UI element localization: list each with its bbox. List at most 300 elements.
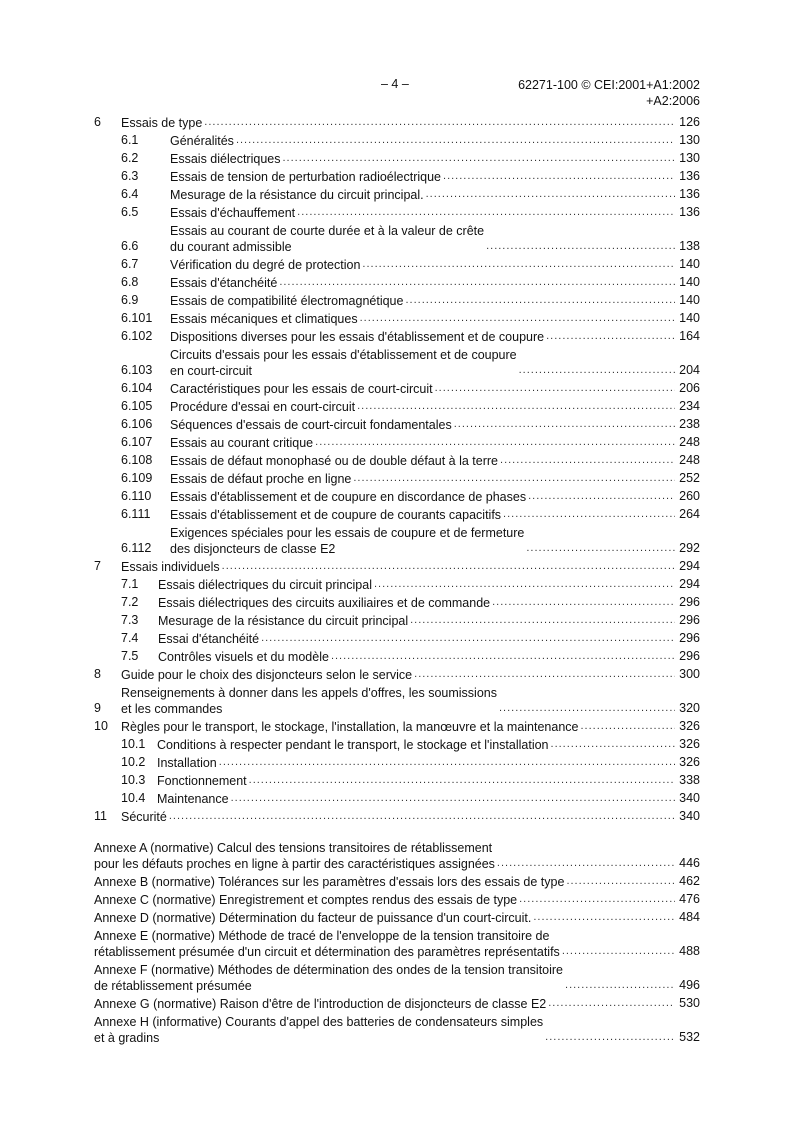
toc-entry-title [94,996,546,1012]
toc-entry[interactable] [94,345,700,379]
toc-entry-title-line: Essais mécaniques et climatiques [170,312,358,326]
toc-entry-title-line: Annexe G (normative) Raison d'être de l'introduction de disjoncteurs de classe E2 [94,997,547,1011]
toc-entry-body [170,415,700,433]
toc-entry-page: 140 [679,257,700,271]
dot-leader [222,561,675,571]
toc-entry[interactable] [94,203,700,221]
toc-entry-title-line: Essai d'étanchéité [158,632,260,646]
toc-entry-body [158,629,700,647]
toc-entry-title-line: Annexe B (normative) Tolérances sur les paramètres d'essais lors des essais de type [94,875,565,889]
toc-entry-page: 238 [679,417,700,431]
toc-entry-body [158,611,700,629]
dot-leader [546,331,675,341]
toc-entry-title [157,773,247,789]
toc-entry-title-line: Annexe F (normative) Méthodes de détermination des ondes de la tension transitoire [94,963,564,977]
toc-entry-title [94,874,564,890]
toc-entry-title-line: Mesurage de la résistance du circuit principal [158,614,409,628]
toc-entry[interactable] [94,149,700,167]
toc-entry[interactable] [94,807,700,825]
toc-entry-title-continuation: du courant admissible [170,240,292,254]
toc-entry-page: 206 [679,381,700,395]
toc-entry-title [157,755,217,771]
toc-entry[interactable] [94,735,700,753]
toc-entry-body [170,309,700,327]
toc-entry-body [121,665,700,683]
toc-entry-number: 7.4 [121,631,139,645]
toc-entry-title-continuation: de rétablissement présumée [94,979,252,993]
toc-entry-number: 6 [94,115,101,129]
toc-entry-title [94,1014,543,1046]
toc-entry-number: 6.110 [121,489,152,503]
toc-entry[interactable] [94,397,700,415]
toc-entry-title-line: Annexe D (normative) Détermination du facteur de puissance d'un court-circuit. [94,911,532,925]
toc-entry-title [158,631,259,647]
toc-entry[interactable] [94,717,700,735]
toc-entry-title [158,595,490,611]
toc-entry-title-line: Dispositions diverses pour les essais d'établissement et de coupure [170,330,545,344]
toc-entry-title [170,205,295,221]
toc-entry-page: 264 [679,507,700,521]
toc-entry-body [170,223,700,255]
toc-entry-title-line: Maintenance [157,792,229,806]
toc-entry[interactable] [94,327,700,345]
toc-entry-title-line: Sécurité [121,810,167,824]
toc-entry-title [157,737,549,753]
toc-entry-page: 326 [679,737,700,751]
toc-entry[interactable] [94,273,700,291]
toc-entry-title-continuation: rétablissement présumée d'un circuit et détermination des paramètres représentatifs [94,945,560,959]
toc-entry-body [157,735,700,753]
toc-entry-page: 296 [679,631,700,645]
toc-entry-number: 6.6 [121,239,139,253]
dot-leader [548,998,675,1008]
toc-entry-page: 138 [679,239,700,253]
toc-entry[interactable] [94,629,700,647]
toc-entry-title [170,435,313,451]
dot-leader [331,651,675,661]
toc-entry-number: 6.109 [121,471,153,485]
toc-entry-page: 140 [679,311,700,325]
toc-entry-body [94,962,700,994]
toc-entry[interactable] [94,379,700,397]
toc-entry[interactable] [94,523,700,557]
dot-leader [492,597,675,607]
toc-entry-number: 6.5 [121,205,139,219]
toc-entry-title-line: Essais de compatibilité électromagnétique [170,294,404,308]
toc-entry-title-line: Essais diélectriques des circuits auxiliaires et de commande [158,596,491,610]
toc-entry-page: 488 [679,944,700,958]
toc-entry[interactable] [94,505,700,523]
dot-leader [410,615,675,625]
toc-entry-title-line: Contrôles visuels et du modèle [158,650,329,664]
toc-entry-number: 7.3 [121,613,139,627]
toc-entry-title-continuation: en court-circuit [170,364,252,378]
toc-entry-title [170,471,351,487]
toc-entry-number: 6.106 [121,417,153,431]
toc-entry-page: 476 [679,892,700,906]
section-spacer [94,825,700,838]
toc-entry-number: 6.1 [121,133,139,147]
toc-entry-title-line: Essais d'étanchéité [170,276,278,290]
toc-entry-page: 296 [679,613,700,627]
toc-entry-title [170,399,355,415]
toc-entry-number: 6.104 [121,381,153,395]
toc-entry-body [170,291,700,309]
toc-entry-body [170,379,700,397]
toc-entry-body [121,807,700,825]
dot-leader [526,543,675,553]
toc-entry[interactable] [94,221,700,255]
toc-entry-title [170,187,424,203]
toc-entry-page: 294 [679,559,700,573]
toc-entry-title [170,311,358,327]
toc-entry-body [170,347,700,379]
toc-entry-title-line: Essais d'établissement et de coupure en discordance de phases [170,490,527,504]
toc-entry-title-line: Règles pour le transport, le stockage, l'installation, la manœuvre et la maintenance [121,720,579,734]
toc-entry-title [170,257,360,273]
toc-entry-body [170,327,700,345]
toc-entry-page: 130 [679,133,700,147]
toc-entry-number: 6.7 [121,257,139,271]
toc-entry-body [170,149,700,167]
toc-entry-title-line: Essais de type [121,116,203,130]
toc-entry-page: 320 [679,701,700,715]
dot-leader [519,365,675,375]
toc-entry-title [158,577,372,593]
toc-entry-body [170,273,700,291]
toc-entry-number: 10.1 [121,737,146,751]
dot-leader [297,207,675,217]
toc-entry-title [170,275,277,291]
toc-entry-page: 140 [679,293,700,307]
dot-leader [236,135,675,145]
toc-entry-body [121,717,700,735]
toc-entry-page: 234 [679,399,700,413]
dot-leader [580,721,675,731]
toc-entry-title-line: Annexe A (normative) Calcul des tensions transitoires de rétablissement [94,841,493,855]
toc-entry-title [158,613,408,629]
toc-entry-number: 6.102 [121,329,153,343]
dot-leader [533,912,675,922]
toc-entry[interactable] [94,665,700,683]
toc-entry-title-line: Annexe C (normative) Enregistrement et comptes rendus des essais de type [94,893,518,907]
toc-entry-body [170,433,700,451]
toc-entry-title-line: Essais de tension de perturbation radioélectrique [170,170,442,184]
dot-leader [169,811,675,821]
toc-entry-number: 6.112 [121,541,152,555]
toc-entry-page: 204 [679,363,700,377]
toc-entry-body [94,908,700,926]
toc-entry[interactable] [94,451,700,469]
toc-entry-number: 6.101 [121,311,153,325]
toc-entry-body [170,505,700,523]
dot-leader [231,793,675,803]
toc-entry-title-continuation: et les commandes [121,702,223,716]
toc-entry-title [121,719,578,735]
toc-entry-title-line: Essais au courant de courte durée et à la valeur de crête [170,224,485,238]
toc-entry-title [121,809,167,825]
dot-leader [566,876,675,886]
toc-entry[interactable] [94,683,700,717]
toc-entry-title [170,381,433,397]
toc-entry-page: 340 [679,791,700,805]
toc-entry-title-line: Essais de défaut proche en ligne [170,472,352,486]
toc-entry-body [121,113,700,131]
annex-entry[interactable] [94,908,700,926]
dot-leader [562,946,675,956]
toc-entry-title [121,685,497,717]
toc-entry-title-line: Essais d'établissement et de coupure de courants capacitifs [170,508,502,522]
toc-entry-title-continuation: pour les défauts proches en ligne à partir des caractéristiques assignées [94,857,495,871]
toc-entry-page: 252 [679,471,700,485]
toc-entry-page: 338 [679,773,700,787]
toc-entry[interactable] [94,647,700,665]
toc-entry-title-line: Annexe H (informative) Courants d'appel des batteries de condensateurs simples [94,1015,544,1029]
dot-leader [435,383,675,393]
toc-entry-page: 260 [679,489,700,503]
toc-entry-body [158,593,700,611]
toc-entry-title [121,115,202,131]
toc-entry-number: 10.4 [121,791,146,805]
toc-entry-page: 530 [679,996,700,1010]
standard-reference [518,77,700,109]
dot-leader [528,491,675,501]
toc-entry-number: 7.2 [121,595,139,609]
toc-entry-title [94,892,517,908]
toc-entry-title [94,840,495,872]
toc-entry-page: 248 [679,435,700,449]
toc-entry-page: 532 [679,1030,700,1044]
toc-entry-body [94,840,700,872]
toc-entry-number: 6.2 [121,151,139,165]
toc-entry-page: 496 [679,978,700,992]
toc-entry-body [170,131,700,149]
toc-entry-page: 300 [679,667,700,681]
toc-entry-body [170,167,700,185]
toc-entry-title [121,559,220,575]
toc-entry-title [170,223,484,255]
toc-entry-title-line: Exigences spéciales pour les essais de coupure et de fermeture [170,526,525,540]
toc-entry-title-line: Fonctionnement [157,774,247,788]
toc-entry-page: 130 [679,151,700,165]
dot-leader [519,894,675,904]
dot-leader [565,980,675,990]
toc-entry-number: 7.1 [121,577,139,591]
toc-entry[interactable] [94,789,700,807]
toc-entry-title-line: Essais d'échauffement [170,206,296,220]
toc-entry-title-line: Circuits d'essais pour les essais d'établissement et de coupure [170,348,517,362]
toc-entry-page: 296 [679,649,700,663]
toc-entry-page: 296 [679,595,700,609]
dot-leader [545,1032,675,1042]
toc-entry[interactable] [94,771,700,789]
toc-entry-title-line: Renseignements à donner dans les appels d'offres, les soumissions [121,686,497,700]
toc-entry-number: 10.3 [121,773,146,787]
toc-entry-title-line: Séquences d'essais de court-circuit fondamentales [170,418,452,432]
toc-entry-title [170,133,234,149]
toc-entry-page: 136 [679,187,700,201]
toc-entry-number: 6.111 [121,507,151,521]
dot-leader [500,455,675,465]
toc-entry-title-line: Essais individuels [121,560,220,574]
toc-entry[interactable] [94,575,700,593]
dot-leader [486,241,675,251]
toc-entry-body [170,487,700,505]
dot-leader [374,579,675,589]
dot-leader [414,669,675,679]
toc-entry-page: 140 [679,275,700,289]
toc-entry[interactable] [94,487,700,505]
toc-entry-title-continuation: et à gradins [94,1031,160,1045]
toc-entry-title [170,453,498,469]
dot-leader [357,401,675,411]
dot-leader [426,189,675,199]
toc-entry-title-continuation: des disjoncteurs de classe E2 [170,542,336,556]
toc-entry[interactable] [94,415,700,433]
dot-leader [454,419,675,429]
toc-entry-number: 6.107 [121,435,153,449]
toc-entry-number: 8 [94,667,101,681]
toc-entry-body [157,753,700,771]
toc-entry-page: 136 [679,205,700,219]
toc-entry-title [170,507,501,523]
toc-entry-title-line: Généralités [170,134,234,148]
toc-entry-body [157,789,700,807]
toc-entry-body [170,525,700,557]
toc-entry-title [170,489,526,505]
toc-entry-body [121,685,700,717]
toc-entry-body [94,928,700,960]
toc-entry-body [170,469,700,487]
dot-leader [497,858,675,868]
toc-entry[interactable] [94,433,700,451]
toc-entry-number: 10 [94,719,108,733]
toc-entry-number: 6.9 [121,293,139,307]
dot-leader [405,295,675,305]
toc-entry-page: 326 [679,755,700,769]
dot-leader [279,277,675,287]
toc-entry[interactable] [94,593,700,611]
standard-reference-line: 62271-100 © CEI:2001+A1:2002 [518,78,700,92]
toc-entry-body [170,203,700,221]
toc-entry-body [121,557,700,575]
toc-entry-page: 462 [679,874,700,888]
page-header [0,77,794,111]
toc-entry-title [94,928,560,960]
toc-entry[interactable] [94,469,700,487]
toc-entry-title-line: Guide pour le choix des disjoncteurs selon le service [121,668,413,682]
toc-entry-title [170,151,280,167]
toc-entry-page: 294 [679,577,700,591]
toc-entry-title-line: Mesurage de la résistance du circuit principal. [170,188,424,202]
dot-leader [204,117,675,127]
toc-entry-title-line: Essais diélectriques du circuit principal [158,578,372,592]
toc-entry-page: 164 [679,329,700,343]
toc-entry[interactable] [94,185,700,203]
toc-entry[interactable] [94,113,700,131]
toc-entry-page: 484 [679,910,700,924]
annex-entry[interactable] [94,960,700,994]
dot-leader [219,757,675,767]
toc-entry-page: 136 [679,169,700,183]
toc-entry[interactable] [94,753,700,771]
toc-entry[interactable] [94,291,700,309]
toc-entry-page: 340 [679,809,700,823]
toc-entry-title [170,329,544,345]
dot-leader [443,171,675,181]
toc-entry-title-line: Installation [157,756,217,770]
dot-leader [282,153,675,163]
toc-entry-number: 6.105 [121,399,153,413]
toc-entry-title-line: Essais de défaut monophasé ou de double défaut à la terre [170,454,499,468]
annex-entry[interactable] [94,872,700,890]
toc-entry-number: 6.3 [121,169,139,183]
annex-entry[interactable] [94,926,700,960]
toc-entry[interactable] [94,309,700,327]
annex-entry[interactable] [94,1012,700,1046]
page-number: – 4 – [381,77,409,91]
dot-leader [499,703,675,713]
toc-entry-number: 11 [94,809,107,823]
dot-leader [315,437,675,447]
dot-leader [261,633,675,643]
annex-entry[interactable] [94,890,700,908]
toc-entry-page: 446 [679,856,700,870]
toc-entry-body [170,185,700,203]
toc-entry-body [158,647,700,665]
toc-entry-title-line: Essais au courant critique [170,436,314,450]
toc-entry-body [94,872,700,890]
toc-entry-page: 126 [679,115,700,129]
toc-entry-body [94,1014,700,1046]
toc-entry-title-line: Vérification du degré de protection [170,258,361,272]
toc-entry-title [170,417,452,433]
toc-entry-number: 9 [94,701,101,715]
toc-entry-number: 6.108 [121,453,153,467]
toc-entry[interactable] [94,255,700,273]
dot-leader [353,473,675,483]
toc-entry-number: 6.8 [121,275,139,289]
dot-leader [362,259,675,269]
toc-entry-page: 292 [679,541,700,555]
dot-leader [503,509,675,519]
toc-entry-title [170,293,403,309]
toc-entry[interactable] [94,611,700,629]
toc-entry-title [170,169,441,185]
toc-entry-number: 6.4 [121,187,139,201]
toc-entry[interactable] [94,131,700,149]
annex-entry[interactable] [94,994,700,1012]
toc-entry-title-line: Procédure d'essai en court-circuit [170,400,356,414]
toc-entry-body [157,771,700,789]
toc-entry-number: 7.5 [121,649,139,663]
toc-entry-title [121,667,412,683]
toc-entry-number: 10.2 [121,755,146,769]
toc-entry-number: 6.103 [121,363,153,377]
dot-leader [249,775,675,785]
toc-entry[interactable] [94,557,700,575]
toc-entry-page: 326 [679,719,700,733]
toc-entry-body [94,890,700,908]
annex-entry[interactable] [94,838,700,872]
toc-entry-title [157,791,229,807]
toc-entry-number: 7 [94,559,101,573]
toc-entry-page: 248 [679,453,700,467]
toc-entry[interactable] [94,167,700,185]
standard-amendment-line: +A2:2006 [646,94,700,108]
toc-entry-title-line: Annexe E (normative) Méthode de tracé de l'enveloppe de la tension transitoire de [94,929,550,943]
toc-entry-title-line: Essais diélectriques [170,152,281,166]
